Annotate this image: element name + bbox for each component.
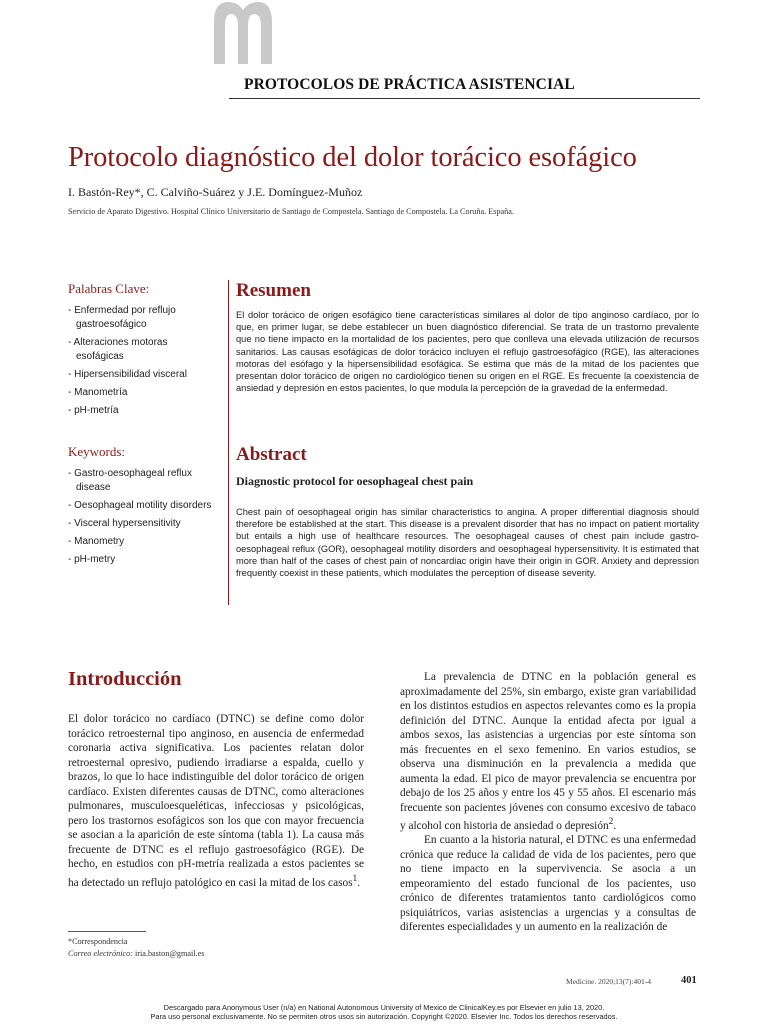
body-paragraph: En cuanto a la historia natural, el DTNC es una enfermedad crónica que reduce la calidad de vida de los pacientes, pero que no tiene impacto en la supervivencia. Se asocia a un empeoramiento del estado funcional de los pacientes, uso crónico de diferentes tratamientos tanto cardiológicos como psiquiátricos, varias asistencias a urgencias y a consultas de diferentes especialidades y un aumento en la realización de: [400, 834, 696, 934]
body-paragraph: La prevalencia de DTNC en la población general es aproximadamente del 25%, sin embargo, existe gran variabilidad en los distintos estudios en aspectos relevantes como es la propia definición del DTNC. Aunque la entidad afecta por igual a ambos sexos, las asistencias a urgencias por este síntoma son más frecuentes en el sexo femenino. En varios estudios, se observa una disminución en la prevalencia a medida que aumenta la edad. El pico de mayor prevalencia se encuentra por debajo de los 25 años y entre los 45 y 55 años. El escenario más frecuente son pacientes jóvenes con consumo excesivo de tabaco y alcohol con historia de ansiedad o depresión$^2$.: [400, 671, 696, 832]
introduction-heading: Introducción: [68, 668, 182, 690]
keyword-item: - Alteraciones motoras esofágicas: [68, 337, 168, 362]
body-paragraph: El dolor torácico no cardíaco (DTNC) se define como dolor torácico retroesternal tipo anginoso, en ausencia de enfermedad coronaria activa significativa. Los pacientes relatan dolor retroesternal opresivo, pudiendo irradiarse a espalda, cuello y brazos, lo que lo hace indistinguible del dolor torácico de origen cardíaco. Existen diferentes causas de DTNC, como alteraciones pulmonares, musculoesqueléticas, infecciosas y psicológicas, pero los trastornos esofágicos son los que con mayor frecuencia se asocian a la aparición de este síntoma (tabla 1). La causa más frecuente de DTNC es el reflujo gastroesofágico (RGE). De hecho, en estudios con pH-metría realizada a estos pacientes se ha detectado un reflujo patológico en casi la mitad de los casos$^1$.: [68, 713, 364, 889]
citation-ref: 2: [608, 817, 614, 827]
footnote-rule: [68, 931, 146, 932]
series-title: PROTOCOLOS DE PRÁCTICA ASISTENCIAL: [244, 76, 575, 93]
body-column-right: [400, 670, 696, 935]
author-list: I. Bastón-Rey*, C. Calviño-Suárez y J.E. Domínguez-Muñoz: [68, 185, 363, 199]
keyword-item: - Enfermedad por reflujo gastroesofágico: [68, 305, 176, 330]
keyword-item: - Manometría: [68, 387, 128, 398]
keyword-item: - Hipersensibilidad visceral: [68, 369, 187, 380]
email-label: Correo electrónico:: [68, 949, 133, 958]
resumen-heading: Resumen: [236, 280, 311, 301]
keyword-item: - Oesophageal motility disorders: [68, 500, 212, 511]
keyword-item: - Visceral hypersensitivity: [68, 518, 181, 529]
keyword-item: - Manometry: [68, 536, 125, 547]
keyword-item: - pH-metry: [68, 554, 116, 565]
palabras-clave-list: [68, 304, 218, 418]
download-notice-line-1: Descargado para Anonymous User (n/a) en National Autonomous University of Mexico de ClinicalKey.es por Elsevier en julio 13, 2020.: [163, 1003, 605, 1012]
abstract-text: Chest pain of oesophageal origin has similar characteristics to angina. A proper differential diagnosis should therefore be established at the start. This disease is a prevalent disorder that has no impact on patient mortality but entails a high use of healthcare resources. The oesophageal causes of chest pain include gastro-oesophageal reflux (GOR), oesophageal motility disorders and oesophageal hypersensitivity. It is estimated that more than half of the cases of chest pain of noncardiac origin have their origin in GOR. Anxiety and depression frequently coexist in these patients, which modulates the perception of disease severity.: [236, 507, 699, 579]
email-address[interactable]: iria.baston@gmail.es: [135, 949, 205, 958]
keywords-box: [68, 444, 218, 571]
journal-citation: Medicine. 2020;13(7):401-4: [566, 977, 651, 986]
correspondence-email-line: [68, 949, 204, 958]
journal-logo: [214, 0, 272, 64]
download-notice-line-2: Para uso personal exclusivamente. No se permiten otros usos sin autorización. Copyright ©2020. Elsevier Inc. Todos los derechos reservados.: [150, 1012, 618, 1021]
abstract-divider: [228, 280, 229, 605]
page-number: 401: [681, 975, 697, 986]
keywords-list: [68, 467, 218, 567]
abstract-heading: Abstract: [236, 444, 307, 465]
palabras-clave-box: [68, 281, 218, 422]
article-title: Protocolo diagnóstico del dolor torácico esofágico: [68, 142, 637, 173]
body-column-left: [68, 712, 364, 890]
palabras-clave-heading: Palabras Clave:: [68, 281, 150, 296]
correspondence-label: *Correspondencia: [68, 937, 128, 946]
abstract-subtitle: Diagnostic protocol for oesophageal chest pain: [236, 474, 474, 488]
resumen-text: El dolor torácico de origen esofágico tiene características similares al dolor de tipo anginoso cardíaco, por lo que, en primer lugar, se debe establecer un buen diagnóstico diferencial. Se trata de un trastorno prevalente que no tiene impacto en la mortalidad de los pacientes, pero que conlleva una elevada utilización de recursos sanitarios. Las causas esofágicas de dolor torácico incluyen el reflujo gastroesofágico (RGE), las alteraciones motoras del esófago y la hipersensibilidad esofágica. Se estima que más de la mitad de los pacientes que presentan dolor torácico de origen no cardiológico tienen su origen en el RGE. Es frecuente la coexistencia de ansiedad y depresión en estos pacientes, lo que modula la percepción de la gravedad de la enfermedad.: [236, 310, 699, 394]
header-rule: [229, 98, 700, 99]
citation-ref: 1: [352, 873, 358, 884]
keyword-item: - pH-metría: [68, 405, 119, 416]
affiliation: Servicio de Aparato Digestivo. Hospital Clínico Universitario de Santiago de Compostela. Santiago de Compostela. La Coruña. España.: [68, 207, 514, 216]
keywords-heading: Keywords:: [68, 444, 126, 459]
keyword-item: - Gastro-oesophageal reflux disease: [68, 468, 192, 493]
